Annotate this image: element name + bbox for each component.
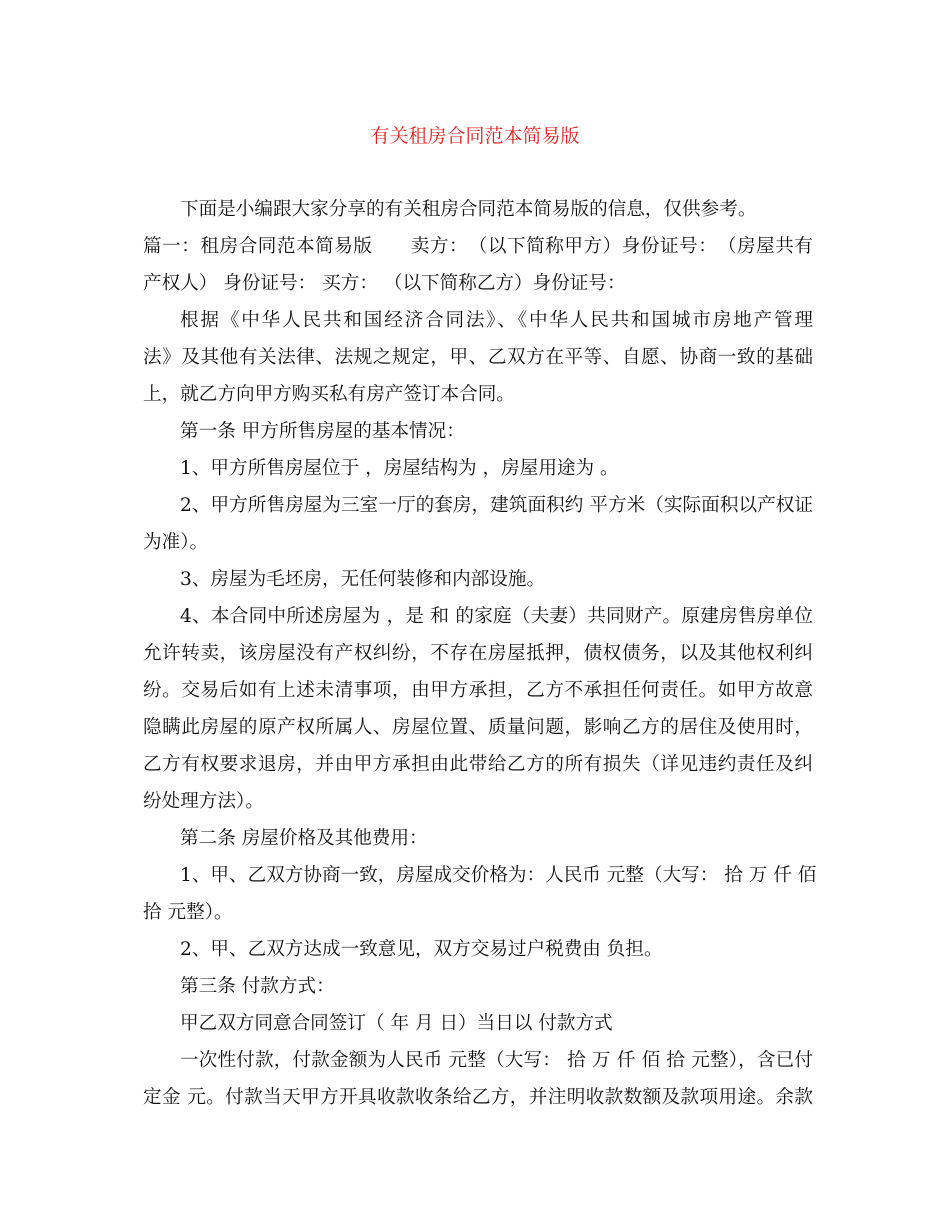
- body-line: 1、甲、乙双方协商一致，房屋成交价格为：人民币 元整（大写： 拾 万 仟 佰: [180, 865, 817, 886]
- body-line: 乙方有权要求退房，并由甲方承担由此带给乙方的所有损失（详见违约责任及纠: [143, 754, 813, 775]
- body-line: 3、房屋为毛坯房，无任何装修和内部设施。: [180, 569, 546, 590]
- article-heading: 第一条 甲方所售房屋的基本情况：: [180, 421, 465, 442]
- body-line: 根据《中华人民共和国经济合同法》、《中华人民共和国城市房地产管理: [180, 310, 813, 331]
- body-line: 为准）。: [143, 532, 209, 553]
- body-line: 篇一：租房合同范本简易版 卖方： （以下简称甲方）身份证号： （房屋共有: [143, 236, 813, 257]
- article-heading: 第三条 付款方式：: [180, 976, 335, 997]
- body-line: 纷处理方法）。: [143, 791, 264, 812]
- body-line: 甲乙双方同意合同签订（ 年 月 日）当日以 付款方式: [180, 1013, 613, 1034]
- body-line: 2、甲方所售房屋为三室一厅的套房，建筑面积约 平方米（实际面积以产权证: [180, 495, 813, 516]
- body-line: 法》及其他有关法律、法规之规定，甲、乙双方在平等、自愿、协商一致的基础: [143, 347, 813, 368]
- body-line: 上，就乙方向甲方购买私有房产签订本合同。: [143, 384, 515, 405]
- body-line: 1、甲方所售房屋位于 ，房屋结构为 ，房屋用途为 。: [180, 458, 619, 479]
- article-heading: 第二条 房屋价格及其他费用：: [180, 828, 428, 849]
- intro-line: 下面是小编跟大家分享的有关租房合同范本简易版的信息，仅供参考。: [180, 199, 757, 220]
- body-line: 4、本合同中所述房屋为 ，是 和 的家庭（夫妻）共同财产。原建房售房单位: [180, 606, 813, 627]
- body-line: 定金 元。付款当天甲方开具收款收条给乙方，并注明收款数额及款项用途。余款: [143, 1087, 813, 1108]
- body-line: 纷。交易后如有上述未清事项，由甲方承担，乙方不承担任何责任。如甲方故意: [143, 680, 813, 701]
- body-line: 一次性付款，付款金额为人民币 元整（大写： 拾 万 仟 佰 拾 元整），含已付: [180, 1050, 813, 1071]
- body-line: 2、甲、乙双方达成一致意见，双方交易过户税费由 负担。: [180, 939, 663, 960]
- body-line: 允许转卖，该房屋没有产权纠纷，不存在房屋抵押，债权债务，以及其他权利纠: [143, 643, 813, 664]
- body-line: 拾 元整）。: [143, 902, 233, 923]
- body-line: 隐瞒此房屋的原产权所属人、房屋位置、质量问题，影响乙方的居住及使用时，: [143, 717, 813, 738]
- body-line: 产权人） 身份证号： 买方： （以下简称乙方）身份证号：: [143, 273, 626, 294]
- document-title: 有关租房合同范本简易版: [370, 125, 580, 147]
